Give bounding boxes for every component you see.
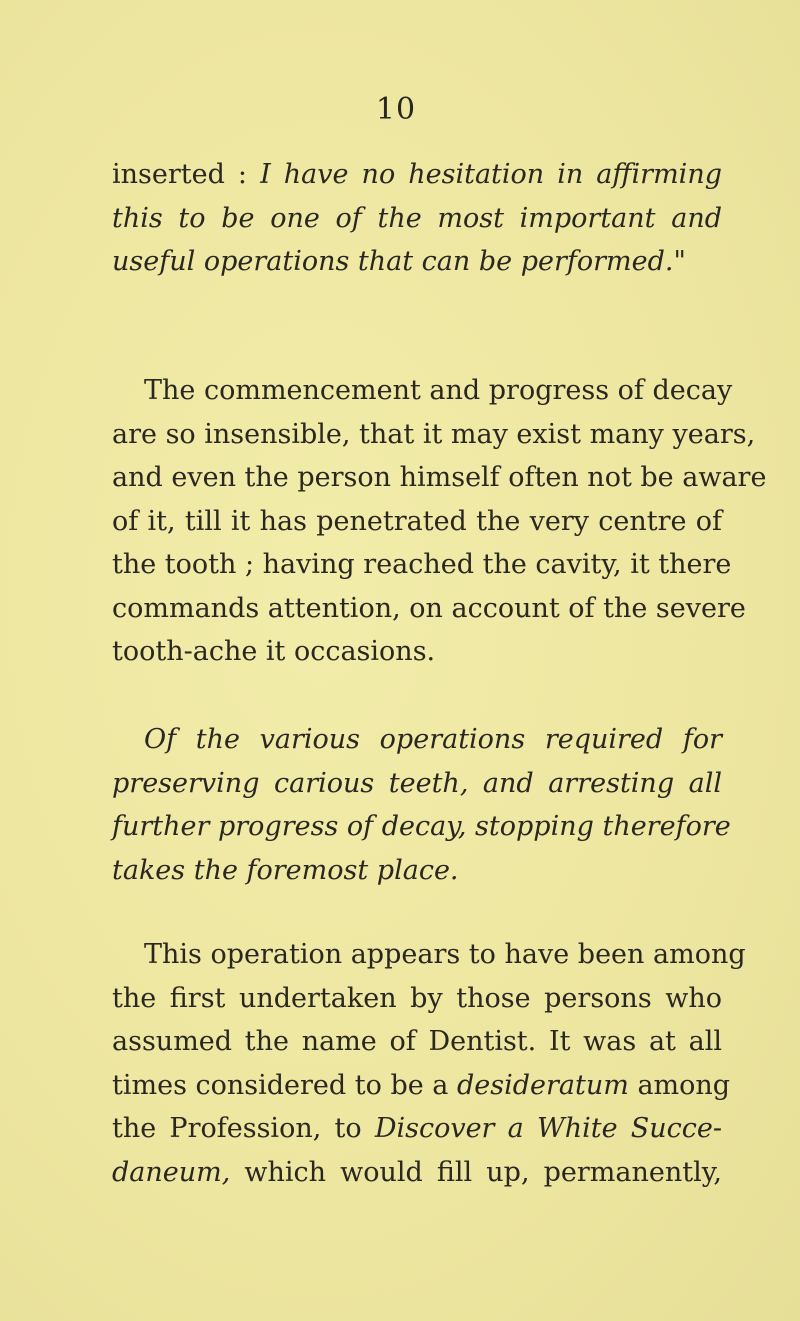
- text-run: times considered to be a: [112, 1069, 457, 1101]
- text-line: takes the foremost place.: [112, 854, 459, 886]
- paragraph-dentist-operation: [112, 933, 746, 1194]
- text-line: [112, 1064, 731, 1108]
- italic-text-run: I have no hesitation in affirming: [260, 159, 722, 190]
- page-number: 10: [375, 92, 417, 127]
- text-line: this to be one of the most important and: [112, 202, 722, 234]
- text-run: inserted :: [112, 159, 261, 190]
- text-line: preserving carious teeth, and arresting all: [112, 767, 722, 799]
- text-line: tooth-ache it occasions.: [112, 636, 436, 667]
- text-line: [112, 153, 722, 197]
- text-run: among: [628, 1069, 731, 1101]
- text-line: further progress of decay, stopping therefore: [112, 811, 731, 842]
- italic-text-run: Discover a White Succe-: [374, 1113, 722, 1144]
- text-line: useful operations that can be performed.": [112, 246, 686, 277]
- text-run: which would fill up, permanently,: [230, 1156, 722, 1188]
- text-line: [112, 1151, 722, 1195]
- text-line: of it, till it has penetrated the very centre of: [112, 505, 722, 537]
- text-line: Of the various operations required for: [144, 724, 722, 755]
- paragraph-decay-progress: [112, 369, 767, 674]
- paragraph-quote-ending: [112, 153, 722, 284]
- text-line: [112, 1107, 722, 1151]
- paragraph-stopping-foremost: [112, 718, 731, 892]
- italic-text-run: daneum,: [112, 1156, 231, 1188]
- text-line: commands attention, on account of the severe: [112, 592, 746, 624]
- text-line: This operation appears to have been among: [144, 939, 746, 970]
- text-line: are so insensible, that it may exist many years,: [112, 418, 756, 450]
- text-line: The commencement and progress of decay: [144, 375, 733, 406]
- text-run: the Profession, to: [112, 1113, 375, 1144]
- italic-text-run: desideratum: [457, 1069, 629, 1101]
- text-line: and even the person himself often not be aware: [112, 462, 767, 493]
- text-line: the first undertaken by those persons who: [112, 982, 722, 1014]
- text-line: assumed the name of Dentist. It was at all: [112, 1026, 722, 1057]
- text-line: the tooth ; having reached the cavity, it there: [112, 549, 732, 580]
